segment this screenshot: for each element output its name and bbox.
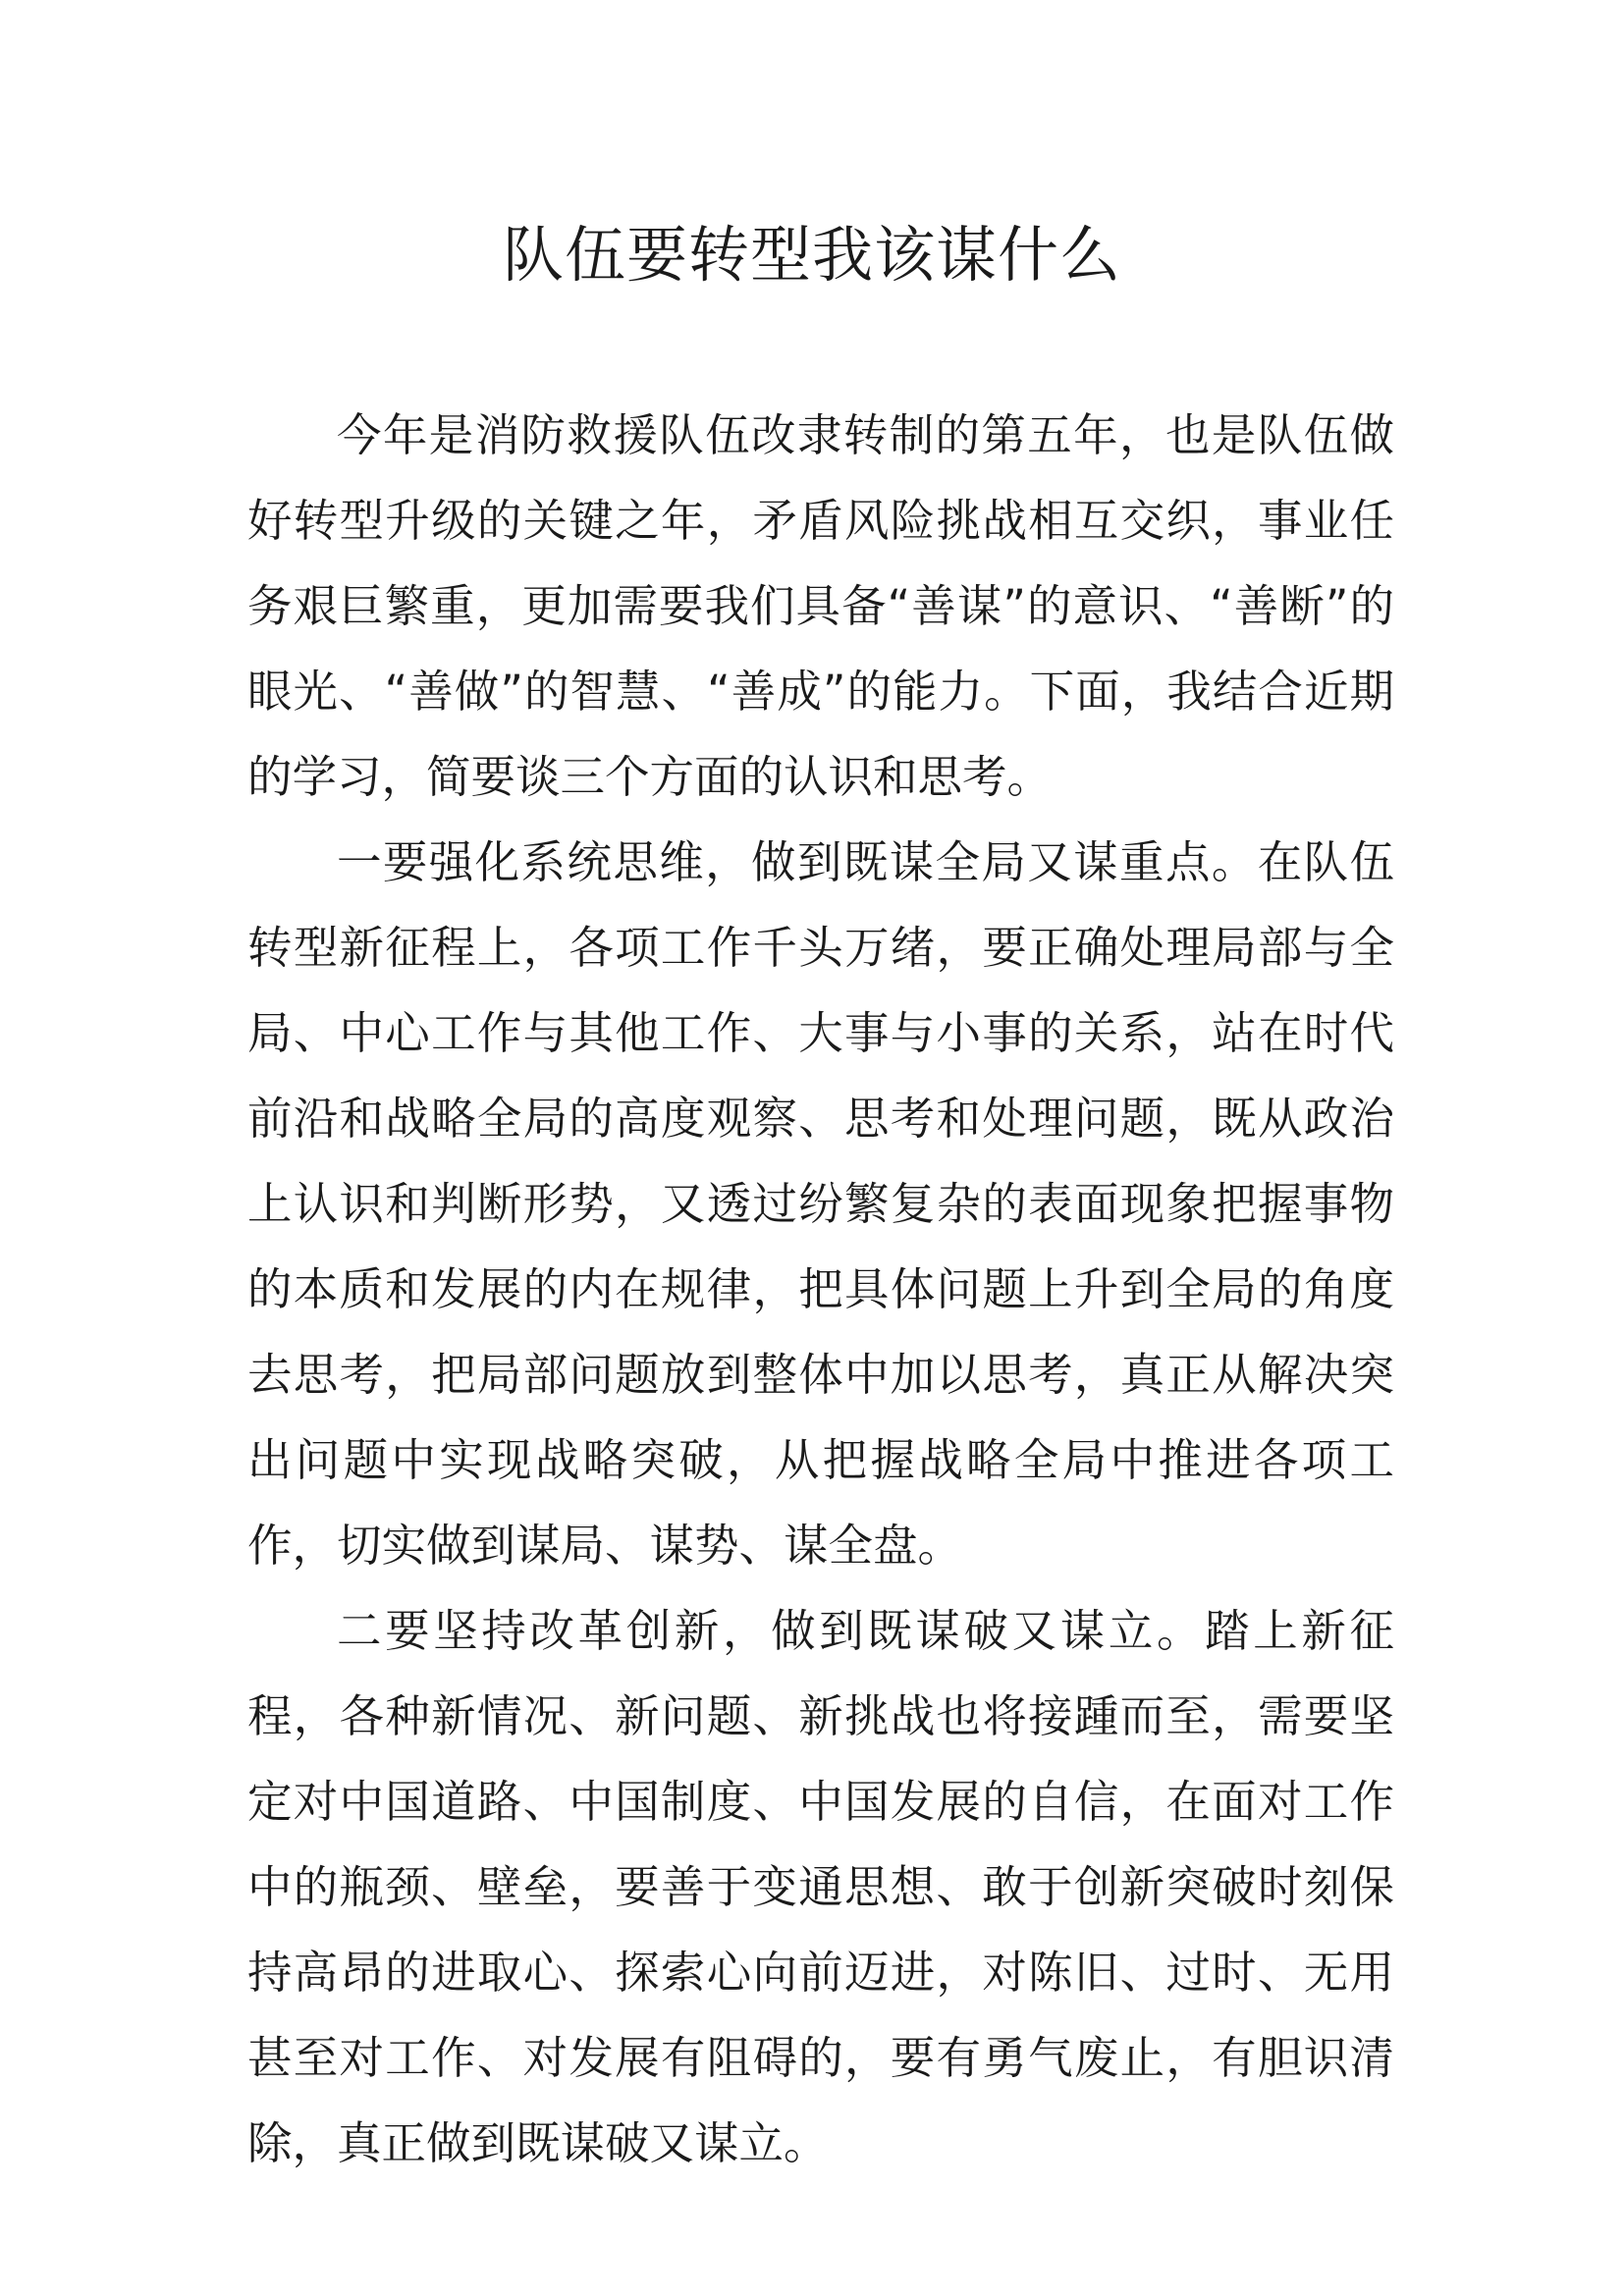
paragraph-reform-innovation: 二要坚持改革创新，做到既谋破又谋立。踏上新征程，各种新情况、新问题、新挑战也将接踵而至，需要坚定对中国道路、中国制度、中国发展的自信，在面对工作中的瓶颈、壁垒，要善于变通思想、敢于创新突破时刻保持高昂的进取心、探索心向前迈进，对陈旧、过时、无用甚至对工作、对发展有阻碍的，要有勇气废止，有胆识清除，真正做到既谋破又谋立。	[247, 1605, 1394, 2169]
paragraph-system-thinking: 一要强化系统思维，做到既谋全局又谋重点。在队伍转型新征程上，各项工作千头万绪，要正确处理局部与全局、中心工作与其他工作、大事与小事的关系，站在时代前沿和战略全局的高度观察、思考和处理问题，既从政治上认识和判断形势，又透过纷繁复杂的表面现象把握事物的本质和发展的内在规律，把具体问题上升到全局的角度去思考，把局部问题放到整体中加以思考，真正从解决突出问题中实现战略突破，从把握战略全局中推进各项工作，切实做到谋局、谋势、谋全盘。	[247, 836, 1394, 1572]
document-body	[247, 393, 1394, 2186]
paragraph-intro: 今年是消防救援队伍改隶转制的第五年，也是队伍做好转型升级的关键之年，矛盾风险挑战相互交织，事业任务艰巨繁重，更加需要我们具备“善谋”的意识、“善断”的眼光、“善做”的智慧、“善成”的能力。下面，我结合近期的学习，简要谈三个方面的认识和思考。	[247, 409, 1394, 803]
document-title: 队伍要转型我该谋什么	[502, 219, 1121, 291]
